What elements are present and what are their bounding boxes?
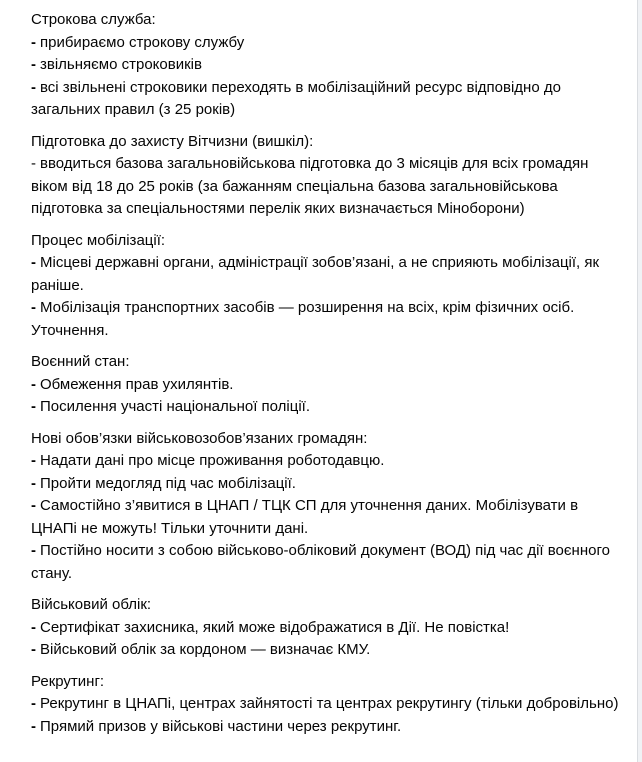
section-conscription	[31, 9, 623, 122]
list-item	[31, 716, 623, 739]
list-item	[31, 396, 623, 419]
bullet-dash: -	[31, 474, 36, 492]
section-heading: Рекрутинг:	[31, 672, 105, 690]
section-heading: Процес мобілізації:	[31, 231, 166, 249]
bullet-dash: -	[31, 618, 36, 636]
bullet-dash: -	[31, 254, 36, 271]
bullet-dash: -	[31, 717, 36, 735]
bullet-dash: -	[31, 155, 36, 172]
section-recruiting	[31, 671, 623, 739]
section-heading: Строкова служба:	[31, 11, 156, 28]
list-item	[31, 32, 623, 55]
item-text: вводиться базова загальновійськова підготовка до 3 місяців для всіх громадян віком від 18 до 25 років (за бажанням спеціальна базова загальновійськова підготовка за спеціальностями перелік яких визначається Міноборони)	[31, 155, 589, 217]
list-item	[31, 450, 623, 473]
list-item	[31, 639, 623, 662]
list-item	[31, 54, 623, 77]
item-text: прибираємо строкову службу	[40, 33, 245, 51]
bullet-dash: -	[31, 56, 36, 73]
item-text: Обмеження прав ухилянтів.	[40, 375, 234, 393]
item-text: Сертифікат захисника, який може відображатися в Дії. Не повістка!	[40, 618, 510, 636]
section-heading: Воєнний стан:	[31, 353, 130, 370]
bullet-dash: -	[31, 398, 36, 415]
section-mobilization-process	[31, 230, 623, 343]
list-item	[31, 617, 623, 640]
item-text: Самостійно з’явитися в ЦНАП / ТЦК СП для уточнення даних. Мобілізувати в ЦНАПі не можуть! Тільки уточнити дані.	[31, 497, 579, 537]
section-military-registration	[31, 594, 623, 662]
bullet-dash: -	[31, 452, 36, 469]
bullet-dash: -	[31, 641, 36, 658]
list-item	[31, 473, 623, 496]
section-training	[31, 131, 623, 221]
bullet-dash: -	[31, 78, 36, 96]
section-new-duties	[31, 428, 623, 586]
bullet-dash: -	[31, 33, 36, 51]
section-martial-law	[31, 351, 623, 419]
list-item	[31, 540, 623, 585]
list-item	[31, 693, 623, 716]
list-item	[31, 374, 623, 397]
list-item	[31, 495, 623, 540]
item-text: Посилення участі національної поліції.	[40, 398, 311, 415]
bullet-dash: -	[31, 542, 36, 559]
item-text: Місцеві державні органи, адміністрації зобов’язані, а не сприяють мобілізації, як раніше.	[31, 254, 600, 294]
item-text: Пройти медогляд під час мобілізації.	[40, 474, 296, 492]
section-heading: Військовий облік:	[31, 596, 152, 613]
bullet-dash: -	[31, 375, 36, 393]
item-text: Постійно носити з собою військово-обліковий документ (ВОД) під час дії воєнного стану.	[31, 542, 610, 582]
bullet-dash: -	[31, 695, 36, 712]
item-text: Прямий призов у військові частини через рекрутинг.	[40, 717, 402, 735]
bullet-dash: -	[31, 497, 36, 514]
item-text: Мобілізація транспортних засобів — розширення на всіх, крім фізичних осіб. Уточнення.	[31, 299, 575, 339]
bullet-dash: -	[31, 299, 36, 316]
section-heading: Нові обов’язки військовозобов’язаних громадян:	[31, 429, 368, 447]
list-item	[31, 252, 623, 297]
item-text: Надати дані про місце проживання роботодавцю.	[40, 452, 385, 469]
item-text: Рекрутинг в ЦНАПі, центрах зайнятості та центрах рекрутингу (тільки добровільно)	[40, 695, 619, 712]
list-item	[31, 153, 623, 221]
list-item	[31, 77, 623, 122]
section-heading: Підготовка до захисту Вітчизни (вишкіл):	[31, 132, 314, 150]
item-text: Військовий облік за кордоном — визначає КМУ.	[40, 641, 371, 658]
item-text: звільняємо строковиків	[40, 56, 202, 73]
list-item	[31, 297, 623, 342]
item-text: всі звільнені строковики переходять в мобілізаційний ресурс відповідно до загальних правил (з 25 років)	[31, 78, 561, 118]
